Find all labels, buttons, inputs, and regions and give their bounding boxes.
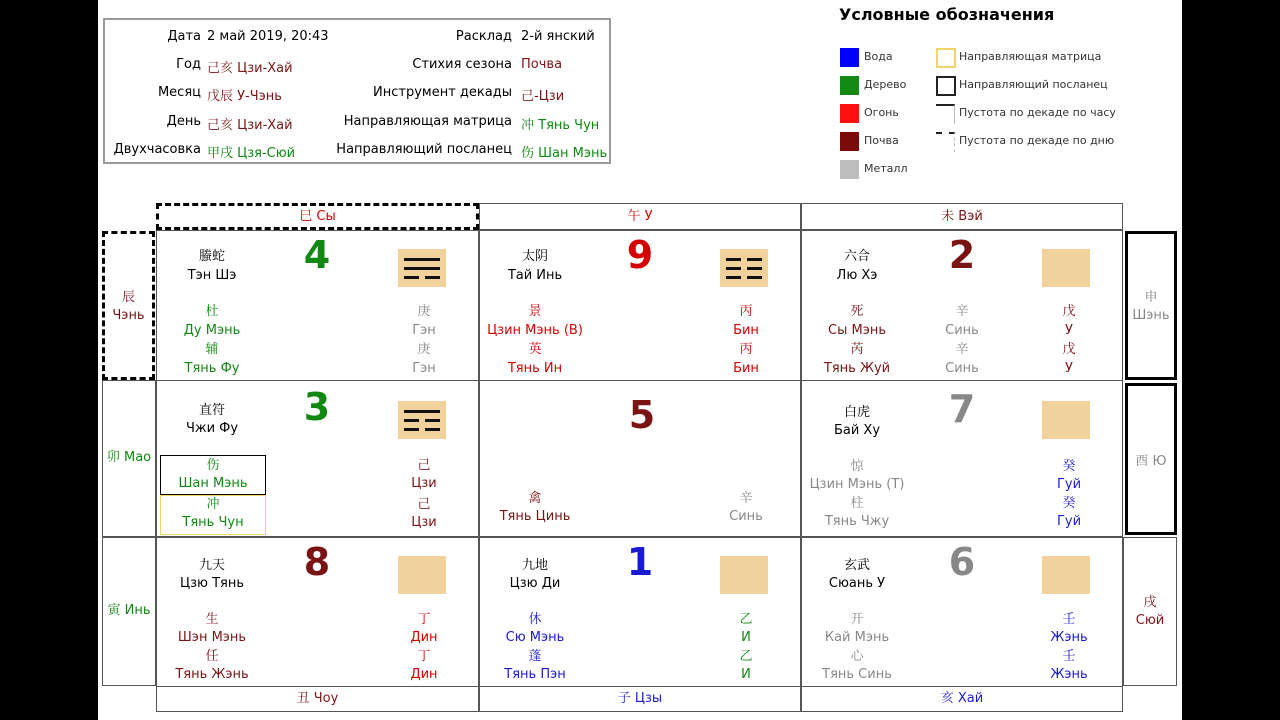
stem-earth-name: Жэнь xyxy=(1050,667,1088,682)
hour-label: Двухчасовка xyxy=(113,142,201,157)
yin-line xyxy=(726,276,741,279)
spirit-name: Цзю Тянь xyxy=(179,576,244,591)
info-box xyxy=(103,18,611,164)
water-swatch xyxy=(840,48,859,67)
star-hanzi: 冲 xyxy=(206,497,220,512)
branch-right-you-h: 酉 Ю xyxy=(1135,454,1167,469)
spirit-hanzi: 六合 xyxy=(843,249,870,264)
star-hanzi: 辅 xyxy=(205,342,219,357)
stem-heaven-name: Дин xyxy=(410,630,438,645)
yin-line xyxy=(404,276,419,279)
yang-line xyxy=(404,258,440,261)
trigram-icon xyxy=(1042,249,1090,287)
date-value: 2 май 2019, 20:43 xyxy=(207,29,329,44)
branch-left-mao-h: 卯 Мао xyxy=(106,450,152,465)
stem-earth-name: Синь xyxy=(729,509,763,524)
branch-bottom-zi: 子 Цзы xyxy=(479,686,801,712)
season-value: Почва xyxy=(521,57,563,72)
yin-line xyxy=(425,419,440,422)
trigram-icon xyxy=(398,556,446,594)
star-hanzi: 芮 xyxy=(850,342,864,357)
yin-line xyxy=(425,276,440,279)
branch-bottom-hai: 亥 Хай xyxy=(801,686,1123,712)
star-name: Тянь Жэнь xyxy=(175,667,249,682)
decade-label: Инструмент декады xyxy=(373,85,512,100)
branch-top-wei: 未 Вэй xyxy=(801,203,1123,230)
palace-number: 8 xyxy=(303,540,331,584)
stem-earth-name: Дин xyxy=(410,667,438,682)
layout-value: 2-й янский xyxy=(521,29,595,44)
stem-heaven-hanzi: 丁 xyxy=(417,612,431,627)
door-hanzi: 死 xyxy=(850,304,864,319)
yin-line xyxy=(404,428,419,431)
yin-line xyxy=(747,258,762,261)
palace-number: 7 xyxy=(948,387,976,431)
star-name: Тянь Чун xyxy=(182,515,244,530)
branch-top-wu: 午 У xyxy=(479,203,801,230)
stem-heaven-hanzi: 癸 xyxy=(1062,459,1076,474)
chart-page xyxy=(98,0,1182,720)
star-name: Тянь Жуй xyxy=(823,361,891,376)
day-label: День xyxy=(166,114,201,129)
legend-metal: Металл xyxy=(864,162,908,175)
date-label: Дата xyxy=(167,29,201,44)
spirit-name: Цзю Ди xyxy=(509,576,561,591)
star-name: Тянь Пэн xyxy=(504,667,566,682)
legend-envoy: Направляющий посланец xyxy=(959,78,1108,91)
stem-heaven-name: Бин xyxy=(733,323,759,338)
envoy-marker xyxy=(936,76,956,96)
stem-earth-hanzi: 壬 xyxy=(1062,649,1076,664)
door-name: Сю Мэнь xyxy=(505,630,565,645)
stem-heaven-name: Цзи xyxy=(411,476,437,491)
spirit-hanzi: 玄武 xyxy=(843,558,870,573)
star-name: Тянь Чжу xyxy=(824,514,890,529)
stem-heaven-hanzi: 丙 xyxy=(739,304,753,319)
matrix-marker xyxy=(936,48,956,68)
stem-heaven-hanzi: 戊 xyxy=(1062,304,1076,319)
trigram-icon xyxy=(720,556,768,594)
branch-right-xu xyxy=(1123,537,1177,686)
trigram-icon xyxy=(398,249,446,287)
stem-earth-hanzi: 丁 xyxy=(417,649,431,664)
stem-earth-hanzi: 癸 xyxy=(1062,496,1076,511)
yin-line xyxy=(425,428,440,431)
star-hanzi: 禽 xyxy=(528,491,542,506)
stem-earth-hanzi: 庚 xyxy=(417,342,431,357)
door-hanzi: 伤 xyxy=(206,458,220,473)
year-label: Год xyxy=(176,57,201,72)
stem-heaven-hanzi: 乙 xyxy=(739,612,753,627)
yin-line xyxy=(747,267,762,270)
hour-value: 甲戌 Цзя-Сюй xyxy=(207,146,296,161)
star-hanzi: 任 xyxy=(205,649,219,664)
stem-earth-hanzi: 乙 xyxy=(739,649,753,664)
spirit-hanzi: 九天 xyxy=(198,558,225,573)
stem-earth-name: Гуй xyxy=(1056,514,1082,529)
branch-right-xu-r: Сюй xyxy=(1135,613,1165,628)
star-name: Тянь Ин xyxy=(507,361,563,376)
door-hanzi: 景 xyxy=(528,304,542,319)
branch-bottom-chou: 丑 Чоу xyxy=(156,686,479,712)
day-value: 己亥 Цзи-Хай xyxy=(207,118,293,133)
branch-right-shen-r: Шэнь xyxy=(1132,308,1170,323)
stem-heaven-name: Жэнь xyxy=(1050,630,1088,645)
legend-fire: Огонь xyxy=(864,106,899,119)
branch-left-yin xyxy=(102,537,156,686)
palace-number: 2 xyxy=(948,233,976,277)
layout-label: Расклад xyxy=(455,29,512,44)
spirit-hanzi: 直符 xyxy=(198,403,225,418)
spirit-name: Тай Инь xyxy=(507,268,563,283)
palace-6[interactable] xyxy=(801,537,1123,687)
yang-line xyxy=(404,410,440,413)
earth-swatch xyxy=(840,132,859,151)
door-hanzi: 生 xyxy=(205,612,219,627)
stem-heaven-hanzi: 己 xyxy=(417,458,431,473)
branch-right-shen-h: 申 xyxy=(1144,290,1158,305)
stem-earth-name: И xyxy=(741,667,751,682)
spirit-hanzi: 太阴 xyxy=(521,249,548,264)
trigram-icon xyxy=(1042,401,1090,439)
spirit-name: Бай Ху xyxy=(833,423,881,438)
door-name: Ду Мэнь xyxy=(183,323,241,338)
month-value: 戊辰 У-Чэнь xyxy=(207,89,282,104)
palace-2[interactable] xyxy=(801,230,1123,381)
palace-number: 6 xyxy=(948,540,976,584)
door-hanzi: 惊 xyxy=(850,459,864,474)
trigram-icon xyxy=(398,401,446,439)
branch-left-chen-h: 辰 xyxy=(121,290,135,305)
palace-1[interactable] xyxy=(479,537,801,687)
spirit-name: Тэн Шэ xyxy=(187,268,237,283)
star-name: Тянь Фу xyxy=(184,361,240,376)
envoy-label: Направляющий посланец xyxy=(336,142,512,157)
branch-left-chen xyxy=(102,231,155,380)
door-name: Кай Мэнь xyxy=(824,630,890,645)
yin-line xyxy=(726,258,741,261)
palace-8[interactable] xyxy=(156,537,479,687)
envoy-value: 伤 Шан Мэнь xyxy=(521,146,608,161)
palace-4[interactable] xyxy=(156,230,479,381)
branch-right-shen xyxy=(1125,231,1177,380)
star-hanzi: 柱 xyxy=(850,496,864,511)
decade-value: 己-Цзи xyxy=(521,89,565,104)
star-name: Тянь Синь xyxy=(822,667,892,682)
branch-top-si: 巳 Сы xyxy=(156,203,479,230)
door-name: Цзин Мэнь (В) xyxy=(487,323,583,338)
branch-left-mao xyxy=(102,380,156,537)
branch-left-yin-h: 寅 Инь xyxy=(107,603,151,618)
stem-earth-name: Бин xyxy=(733,361,759,376)
spirit-name: Лю Хэ xyxy=(836,268,878,283)
legend-earth: Почва xyxy=(864,134,899,147)
door-hanzi: 休 xyxy=(528,612,542,627)
door-hanzi: 开 xyxy=(850,612,864,627)
palace-7[interactable] xyxy=(801,380,1123,537)
spirit-hanzi: 九地 xyxy=(521,558,548,573)
stem-earth-name: Гэн xyxy=(412,361,436,376)
palace-3[interactable] xyxy=(156,380,479,537)
stem-earth-hanzi: 丙 xyxy=(739,342,753,357)
star-hanzi: 英 xyxy=(528,342,542,357)
door-name: Шэн Мэнь xyxy=(177,630,247,645)
door-name: Шан Мэнь xyxy=(178,476,248,491)
legend-title: Условные обозначения xyxy=(839,5,1055,24)
season-label: Стихия сезона xyxy=(412,57,512,72)
legend-void-day: Пустота по декаде по дню xyxy=(959,134,1115,147)
mid-stem-name: Синь xyxy=(945,323,979,338)
stem-earth-hanzi: 戊 xyxy=(1062,342,1076,357)
yin-line xyxy=(726,267,741,270)
wood-swatch xyxy=(840,76,859,95)
trigram-icon xyxy=(720,249,768,287)
stem-heaven-name: Гуй xyxy=(1056,477,1082,492)
star-hanzi: 蓬 xyxy=(528,649,542,664)
mid-stem-hanzi: 辛 xyxy=(955,304,969,319)
stem-heaven-name: Гэн xyxy=(412,323,436,338)
door-name: Сы Мэнь xyxy=(828,323,886,338)
legend-wood: Дерево xyxy=(864,78,907,91)
yin-line xyxy=(404,419,419,422)
void-hour-marker xyxy=(936,104,955,124)
legend-water: Вода xyxy=(864,50,893,63)
year-value: 己亥 Цзи-Хай xyxy=(207,61,293,76)
door-name: Цзин Мэнь (Т) xyxy=(809,477,905,492)
mid-stem-hanzi-2: 辛 xyxy=(955,342,969,357)
matrix-value: 冲 Тянь Чун xyxy=(521,118,600,133)
stem-earth-name: Цзи xyxy=(411,515,437,530)
stem-earth-name: У xyxy=(1065,361,1073,376)
month-label: Месяц xyxy=(157,85,201,100)
stem-heaven-hanzi: 庚 xyxy=(417,304,431,319)
branch-right-xu-h: 戌 xyxy=(1143,595,1157,610)
palace-number: 1 xyxy=(626,540,654,584)
branch-right-you xyxy=(1125,383,1177,535)
door-hanzi: 杜 xyxy=(205,304,219,319)
spirit-name: Чжи Фу xyxy=(185,421,239,436)
palace-number: 4 xyxy=(303,233,331,277)
trigram-icon xyxy=(1042,556,1090,594)
stem-heaven-name: И xyxy=(741,630,751,645)
fire-swatch xyxy=(840,104,859,123)
spirit-hanzi: 白虎 xyxy=(843,405,870,420)
stem-heaven-name: У xyxy=(1065,323,1073,338)
palace-5[interactable] xyxy=(479,380,801,537)
star-hanzi: 心 xyxy=(850,649,864,664)
spirit-name: Сюань У xyxy=(828,576,886,591)
palace-number: 9 xyxy=(626,233,654,277)
palace-9[interactable] xyxy=(479,230,801,381)
legend-void-hour: Пустота по декаде по часу xyxy=(959,106,1116,119)
yang-line xyxy=(404,267,440,270)
branch-left-chen-r: Чэнь xyxy=(112,308,145,323)
void-day-marker xyxy=(936,132,955,152)
stem-heaven-hanzi: 壬 xyxy=(1062,612,1076,627)
legend-matrix: Направляющая матрица xyxy=(959,50,1102,63)
palace-number: 5 xyxy=(628,393,656,437)
mid-stem-name-2: Синь xyxy=(945,361,979,376)
star-name: Тянь Цинь xyxy=(499,509,571,524)
yin-line xyxy=(747,276,762,279)
palace-number: 3 xyxy=(303,385,331,429)
stem-earth-hanzi: 辛 xyxy=(739,491,753,506)
stem-earth-hanzi: 己 xyxy=(417,497,431,512)
metal-swatch xyxy=(840,160,859,179)
spirit-hanzi: 螣蛇 xyxy=(198,249,225,264)
matrix-label: Направляющая матрица xyxy=(343,114,512,129)
